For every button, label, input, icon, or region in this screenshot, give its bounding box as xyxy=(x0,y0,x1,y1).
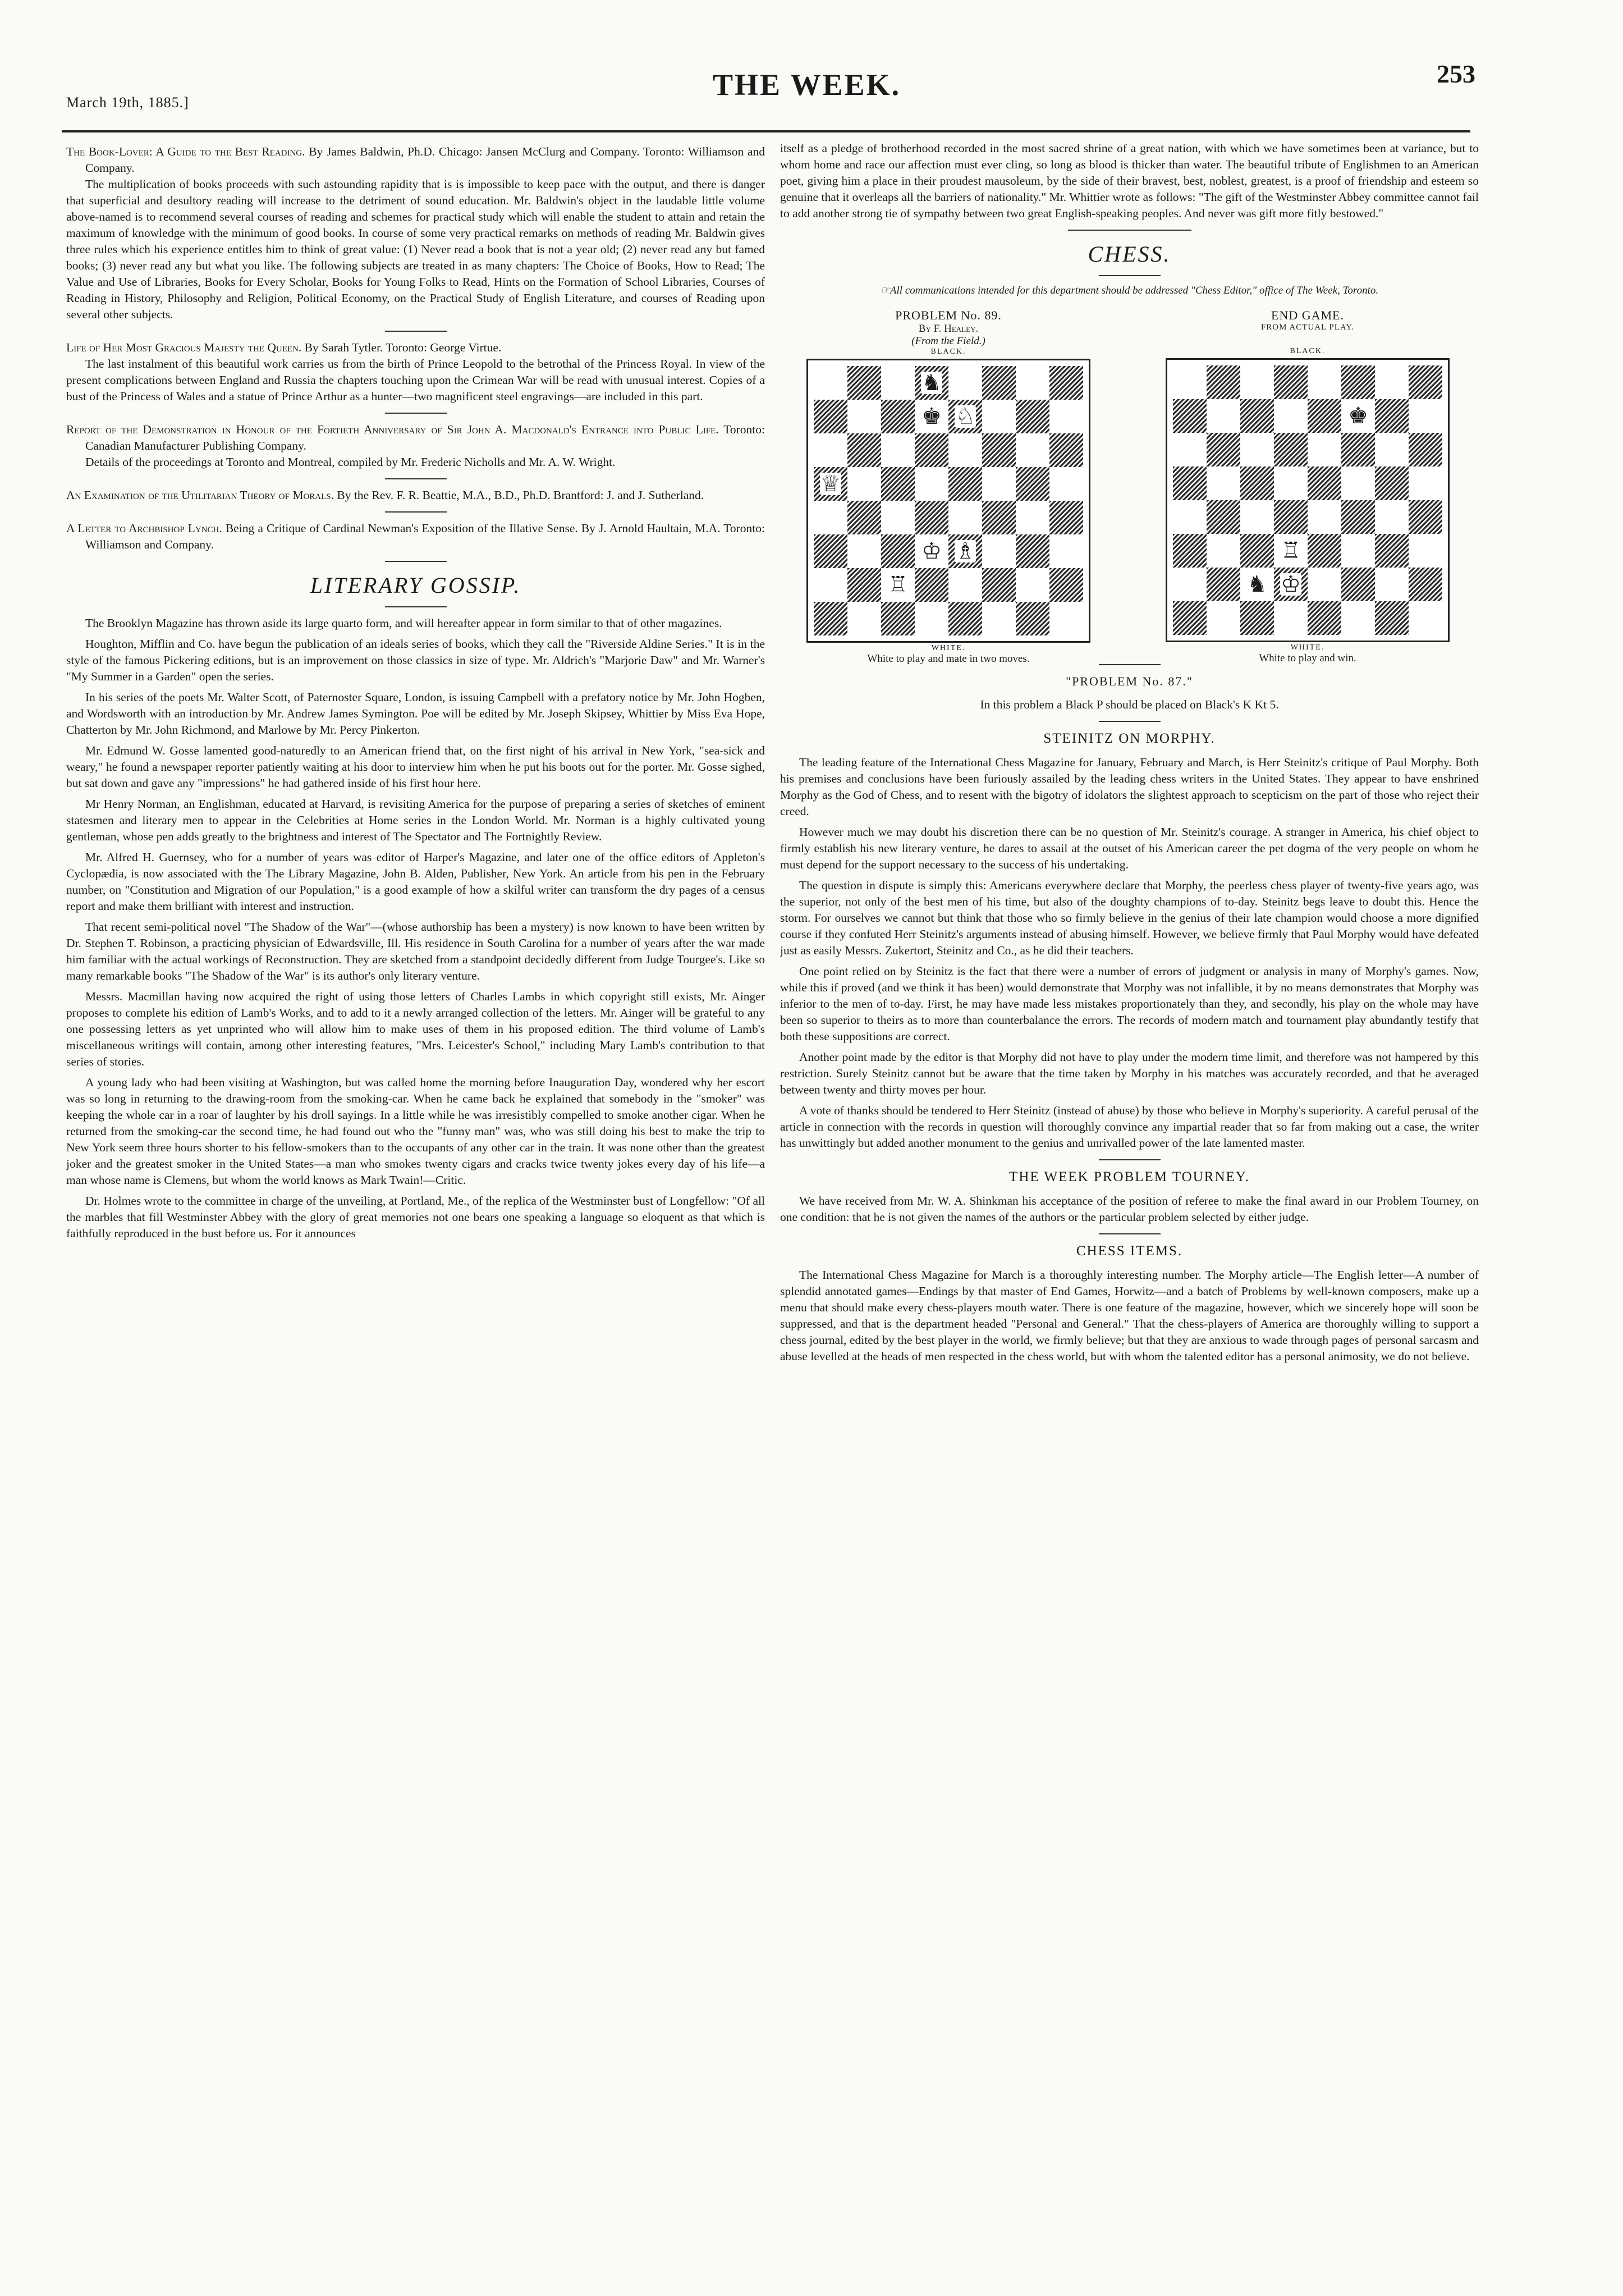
endgame-source: FROM ACTUAL PLAY. xyxy=(1260,323,1355,332)
endgame-title: END GAME. xyxy=(1271,308,1344,322)
board-square xyxy=(881,501,915,534)
gossip-paragraph: Mr. Alfred H. Guernsey, who for a number of years was editor of Harper's Magazine, and later one of the office editors of Appleton's Cyclopædia, is now associated with the The Library Magazine, John B. Alden, Publisher, New York. An article from his pen in the February number, on "Constitution and Migration of our Population," is a good example of how a skilful writer can transform the dry pages of a census report and make them brilliant with interest and instruction. xyxy=(66,850,765,913)
chess-piece: ♕ xyxy=(820,471,841,496)
board-square xyxy=(1207,568,1240,601)
board-square xyxy=(1375,500,1409,534)
board-square xyxy=(915,602,948,635)
board-square xyxy=(1409,500,1442,534)
board-square xyxy=(847,534,881,568)
board-square xyxy=(1341,399,1375,433)
board-square xyxy=(1341,500,1375,534)
board-square xyxy=(1049,534,1083,568)
board-square xyxy=(982,467,1016,501)
endgame-caption: White to play and win. xyxy=(1259,652,1356,664)
section-heading-tourney: THE WEEK PROBLEM TOURNEY. xyxy=(1009,1169,1250,1184)
chess-piece: ♞ xyxy=(921,370,942,395)
book-entry xyxy=(66,340,765,356)
divider xyxy=(385,606,447,607)
book-title: Report of the Demonstration in Honour of the Fortieth Anniversary of Sir John A. Macdonald's Entrance into Public Life. xyxy=(66,423,719,436)
board-square xyxy=(1409,466,1442,500)
problem-title: PROBLEM No. 89. xyxy=(895,308,1002,322)
board-square xyxy=(1016,602,1049,635)
board-square xyxy=(948,433,982,467)
board-square xyxy=(1375,365,1409,399)
steinitz-paragraph: One point relied on by Steinitz is the fact that there were a number of errors of judgment or analysis in many of Morphy's games. Now, while this if proved (and we think it has been) would demonstrate that Morphy was not infallible, it by no means demonstrates that Morphy was inferior to the men of to-day. First, he may have made less mistakes proportionately than they, and secondly, his play on the whole may have been so superior to theirs as to more than counterbalance the errors. The records of modern match and tournament play abundantly testify that both these suppositions are correct. xyxy=(780,964,1479,1043)
board-square xyxy=(1274,601,1308,635)
board-square xyxy=(1207,534,1240,568)
gossip-paragraph: Dr. Holmes wrote to the committee in charge of the unveiling, at Portland, Me., of the replica of the Westminster bust of Longfellow: "Of all the marbles that fill Westminster Abbey with the glory of great memories not one bears one speaking a language so eloquent as that which is faithfully reproduced in the bust before us. For it announces xyxy=(66,1194,765,1240)
book-title: The Book-Lover: A Guide to the Best Reading. xyxy=(66,145,305,158)
board-square xyxy=(1308,601,1341,635)
board-square xyxy=(1240,500,1274,534)
book-entry xyxy=(66,520,765,553)
board-square xyxy=(1207,500,1240,534)
divider xyxy=(385,331,447,332)
board-square xyxy=(982,568,1016,602)
chess-editor-note: ☞All communications intended for this department should be addressed "Chess Editor," office of The Week, Toronto. xyxy=(880,285,1379,296)
steinitz-paragraph: However much we may doubt his discretion there can be no question of Mr. Steinitz's courage. A stranger in America, his chief object to firmly establish his new literary venture, he dares to assail at the outset of his American career the pet dogma of the very people on whom he must depend for the support necessary to the success of his undertaking. xyxy=(780,825,1479,871)
steinitz-paragraph: The leading feature of the International Chess Magazine for January, February and March, is Herr Steinitz's critique of Paul Morphy. Both his premises and conclusions have been furiously assailed by the leading chess writers in the United States. They appear to have enshrined Morphy as the God of Chess, and to resent with the bigotry of idolators the slightest approach to scepticism on the part of those who reject their creed. xyxy=(780,756,1479,818)
board-square xyxy=(1173,534,1207,568)
book-review: Details of the proceedings at Toronto and Montreal, compiled by Mr. Frederic Nicholls and Mr. A. W. Wright. xyxy=(85,455,616,469)
book-details: By the Rev. F. R. Beattie, M.A., B.D., Ph.D. Brantford: J. and J. Sutherland. xyxy=(334,488,704,502)
board-square xyxy=(847,467,881,501)
book-title: An Examination of the Utilitarian Theory of Morals. xyxy=(66,488,334,502)
tourney-paragraph: We have received from Mr. W. A. Shinkman his acceptance of the position of referee to make the final award in our Problem Tourney, on one condition: that he is not given the names of the authors or the particular problem selected by either judge. xyxy=(780,1194,1479,1224)
divider xyxy=(385,478,447,479)
board-square xyxy=(847,602,881,635)
page-number: 253 xyxy=(1437,60,1475,88)
board-square xyxy=(1274,500,1308,534)
board-square xyxy=(1375,568,1409,601)
board-square xyxy=(1173,399,1207,433)
board-square xyxy=(1016,467,1049,501)
board-square xyxy=(1308,466,1341,500)
board-square xyxy=(1274,466,1308,500)
board-grid xyxy=(1173,365,1442,635)
board-square xyxy=(1173,500,1207,534)
book-details: Being a Critique of Cardinal Newman's Exposition of the Illative Sense. By J. Arnold Haultain, M.A. Toronto: Williamson and Company. xyxy=(85,522,765,551)
board-square xyxy=(915,568,948,602)
board-grid xyxy=(814,366,1083,635)
divider xyxy=(1099,1159,1161,1160)
board-square xyxy=(1341,568,1375,601)
board-square xyxy=(1409,433,1442,466)
board-square xyxy=(1049,568,1083,602)
chess-piece: ♖ xyxy=(888,572,908,597)
board-square xyxy=(847,501,881,534)
gossip-paragraph: The Brooklyn Magazine has thrown aside its large quarto form, and will hereafter appear in form similar to that of other magazines. xyxy=(85,616,722,630)
board-square xyxy=(1207,365,1240,399)
section-heading-literary-gossip: LITERARY GOSSIP. xyxy=(310,573,521,598)
board-square xyxy=(1375,466,1409,500)
white-label: WHITE. xyxy=(931,644,966,652)
board-square xyxy=(1240,466,1274,500)
steinitz-paragraph: A vote of thanks should be tendered to Herr Steinitz (instead of abuse) by those who believe in Morphy's superiority. A careful perusal of the article in connection with the records in question will thoroughly convince any impartial reader that so far from making out a case, the writer has unwittingly but added another monument to the genius and unrivalled power of the late lamented master. xyxy=(780,1104,1479,1150)
board-square xyxy=(982,433,1016,467)
chess-piece: ♞ xyxy=(1247,571,1267,597)
board-square xyxy=(1049,366,1083,400)
problem-author: By F. Healey. xyxy=(918,323,979,335)
chess-piece: ♚ xyxy=(921,404,942,429)
section-heading-chess-items: CHESS ITEMS. xyxy=(1076,1243,1183,1259)
chess-piece: ♗ xyxy=(955,538,975,564)
gossip-paragraph: Messrs. Macmillan having now acquired the right of using those letters of Charles Lambs in which copyright still exists, Mr. Ainger proposes to complete his edition of Lamb's Works, and to add to it a newly arranged collection of the letters. Mr. Ainger will be grateful to any one possessing letters as yet unprinted who will allow him to make uses of them in his proposed edition. The third volume of Lamb's miscellaneous writings will contain, among other interesting features, "Mrs. Leicester's School," including Mary Lamb's contribution to that series of stories. xyxy=(66,990,765,1068)
board-square xyxy=(847,568,881,602)
divider xyxy=(1099,721,1161,722)
board-square xyxy=(1308,433,1341,466)
board-square xyxy=(1308,500,1341,534)
board-square xyxy=(1308,399,1341,433)
board-square xyxy=(1016,501,1049,534)
board-square xyxy=(1016,433,1049,467)
board-square xyxy=(1240,601,1274,635)
end-game xyxy=(1139,308,1476,665)
problem-87-heading: "PROBLEM No. 87." xyxy=(1066,674,1193,688)
board-square xyxy=(982,602,1016,635)
board-square xyxy=(915,433,948,467)
board-square xyxy=(1207,601,1240,635)
board-square xyxy=(1016,534,1049,568)
book-entry xyxy=(66,144,765,176)
problem-87-text: In this problem a Black P should be placed on Black's K Kt 5. xyxy=(980,698,1279,711)
problem-source: (From the Field.) xyxy=(911,335,985,347)
board-square xyxy=(1049,467,1083,501)
board-square xyxy=(915,467,948,501)
board-square xyxy=(1375,601,1409,635)
gossip-paragraph: Mr Henry Norman, an Englishman, educated at Harvard, is revisiting America for the purpose of preparing a series of sketches of eminent statesmen and literary men to appear in the Celebrities at Home series in the London World. Mr. Norman is a highly cultivated young gentleman, whose pen adds greatly to the brightness and interest of The Spectator and The Fortnightly Review. xyxy=(66,797,765,843)
board-square xyxy=(1341,534,1375,568)
board-square xyxy=(915,534,948,568)
board-square xyxy=(1274,534,1308,568)
board-square xyxy=(948,467,982,501)
board-square xyxy=(1409,534,1442,568)
divider xyxy=(385,511,447,513)
board-square xyxy=(881,400,915,433)
chess-diagrams xyxy=(780,308,1479,665)
board-square xyxy=(1016,400,1049,433)
board-square xyxy=(1341,601,1375,635)
page-date: March 19th, 1885.] xyxy=(66,94,189,111)
black-label: BLACK. xyxy=(1290,347,1326,355)
chess-piece: ♔ xyxy=(1281,571,1301,597)
board-square xyxy=(1409,365,1442,399)
chess-piece: ♖ xyxy=(1281,538,1301,563)
board-square xyxy=(1240,534,1274,568)
chess-piece: ♚ xyxy=(1348,403,1368,428)
divider xyxy=(1099,1233,1161,1234)
board-square xyxy=(881,534,915,568)
book-review: The multiplication of books proceeds with such astounding rapidity that is is impossible to keep pace with the output, and there is danger that superficial and desultory reading will increase to the detriment of sound education. Mr. Baldwin's object in the laudable little volume above-named is to recommend several courses of reading and schemes for practical study which will enable the student to attain and retain the maximum of knowledge with the minimum of good books. In course of some very practical remarks on methods of reading Mr. Baldwin gives three rules which his experience entitles him to think of great value: (1) Never read a book that is not a year old; (2) never read any but famed books; (3) never read any but what you like. The following subjects are treated in as many chapters: The Choice of Books, How to Read; The Value and Use of Libraries, Books for Every Scholar, Books for Young Folks to Read, Hints on the Formation of School Libraries, Courses of Reading in History, Philosophy and Religion, Political Economy, on the Practical Study of English Literature, and courses of Reading upon several other subjects. xyxy=(66,177,765,321)
book-entry xyxy=(66,487,765,504)
left-column xyxy=(66,140,765,2274)
chess-piece: ♔ xyxy=(921,538,942,564)
book-title: A Letter to Archbishop Lynch. xyxy=(66,522,222,535)
board-square xyxy=(948,501,982,534)
divider xyxy=(385,561,447,562)
board-square xyxy=(1274,568,1308,601)
board-square xyxy=(881,467,915,501)
divider xyxy=(385,413,447,414)
board-square xyxy=(881,568,915,602)
divider xyxy=(1099,275,1161,276)
board-square xyxy=(1173,433,1207,466)
board-square xyxy=(948,400,982,433)
board-square xyxy=(1308,568,1341,601)
board-square xyxy=(948,534,982,568)
board-square xyxy=(1173,601,1207,635)
board-square xyxy=(982,501,1016,534)
board-square xyxy=(1173,568,1207,601)
board-square xyxy=(1274,399,1308,433)
book-details: By James Baldwin, Ph.D. Chicago: Jansen McClurg and Company. Toronto: Williamson and Company. xyxy=(85,145,765,175)
book-title: Life of Her Most Gracious Majesty the Queen. xyxy=(66,341,302,354)
book-entry xyxy=(66,422,765,454)
board-square xyxy=(1173,466,1207,500)
steinitz-paragraph: The question in dispute is simply this: Americans everywhere declare that Morphy, the peerless chess player of twenty-five years ago, was the superior, not only of the best men of his time, but also of the doughty champions of to-day. Steinitz begs leave to doubt this. Hence the storm. For ourselves we cannot but think that those who so firmly believe in the genius of their late champion would choose a more dignified course if they confuted Herr Steinitz's arguments instead of abusing himself. However, we believe firmly that Paul Morphy would have defeated just as easily Messrs. Zukertort, Steinitz and Co., as he did their teachers. xyxy=(780,879,1479,957)
board-square xyxy=(1341,365,1375,399)
board-square xyxy=(948,602,982,635)
board-square xyxy=(1409,601,1442,635)
gossip-paragraph: That recent semi-political novel "The Shadow of the War"—(whose authorship has been a mystery) is now known to have been written by Dr. Stephen T. Robinson, a practicing physician of Edwardsville, Ill. His residence in South Carolina for a number of years after the war made him familiar with the actual workings of Reconstruction. They are sketched from a standpoint decidedly different from Judge Tourgee's. Like so many remarkable books "The Shadow of the War" is its author's only literary venture. xyxy=(66,920,765,982)
board-square xyxy=(1375,399,1409,433)
chess-items-paragraph: The International Chess Magazine for March is a thoroughly interesting number. The Morphy article—The English letter—A number of splendid annotated games—Endings by that master of End Games, Horwitz—and a batch of Problems by well-known composers, make up a menu that should make every chess-players mouth water. There is one feature of the magazine, however, which we sincerely hope will soon be suppressed, and that is the department headed "Personal and General." That the chess-players of America are thoroughly willing to support a chess journal, edited by the best player in the world, we firmly believe; but that they are anxious to wade through pages of personal sarcasm and abuse levelled at the heads of men respected in the chess world, but with whom the talented editor has a personal animosity, we do not believe. xyxy=(780,1268,1479,1363)
board-square xyxy=(982,400,1016,433)
board-square xyxy=(1240,365,1274,399)
book-details: By Sarah Tytler. Toronto: George Virtue. xyxy=(301,341,502,354)
chessboard xyxy=(806,359,1090,643)
board-square xyxy=(1409,568,1442,601)
board-square xyxy=(1375,534,1409,568)
board-square xyxy=(814,366,847,400)
continued-paragraph: itself as a pledge of brotherhood recorded in the most sacred shrine of a great nation, with which we have sometimes been at variance, but to whom home and race our affection must ever cling, so long as blood is thicker than water. The beautiful tribute of Englishmen to an American poet, giving him a place in their proudest mausoleum, by the side of their bravest, best, noblest, greatest, is a proof of friendship and esteem so genuine that it overleaps all the barriers of nationality." Mr. Whittier wrote as follows: "The gift of the Westminster Abbey committee cannot fail to add another strong tie of sympathy between two great English-speaking peoples. And never was gift more fitly bestowed." xyxy=(780,141,1479,220)
board-square xyxy=(1308,534,1341,568)
chess-piece: ♘ xyxy=(955,404,975,429)
masthead-title: THE WEEK. xyxy=(713,68,901,102)
board-square xyxy=(1207,433,1240,466)
chessboard xyxy=(1166,358,1450,642)
board-square xyxy=(1240,568,1274,601)
board-square xyxy=(814,433,847,467)
board-square xyxy=(982,366,1016,400)
board-square xyxy=(1016,568,1049,602)
section-heading-chess: CHESS. xyxy=(1088,241,1171,267)
board-square xyxy=(847,366,881,400)
book-review: The last instalment of this beautiful work carries us from the birth of Prince Leopold to the betrothal of the Princess Royal. In view of the present complications between England and Russia the chapters touching upon the Crimean War will be read with unusual interest. Copies of a bust of the Princess of Wales and a statue of Prince Arthur as a hunter—two magnificent steel engravings—are included in this part. xyxy=(66,357,765,403)
gossip-paragraph: In his series of the poets Mr. Walter Scott, of Paternoster Square, London, is issuing Campbell with a prefatory notice by Mr. John Hogben, and Wordsworth with an introduction by Mr. Andrew James Symington. Poe will be edited by Mr. Joseph Skipsey, Whittier by Miss Eva Hope, Chatterton by Mr. John Richmond, and Marlowe by Mr. Percy Pinkerton. xyxy=(66,690,765,737)
board-square xyxy=(1341,466,1375,500)
board-square xyxy=(1049,400,1083,433)
board-square xyxy=(814,467,847,501)
board-square xyxy=(814,568,847,602)
board-square xyxy=(881,602,915,635)
board-square xyxy=(814,602,847,635)
problem-89 xyxy=(780,308,1117,665)
board-square xyxy=(948,568,982,602)
divider xyxy=(1068,230,1191,231)
right-column xyxy=(780,140,1479,2274)
gossip-paragraph: Houghton, Mifflin and Co. have begun the publication of an ideals series of books, which they call the "Riverside Aldine Series." It is in the style of the famous Pickering editions, but is an improvement on those classics in size of type. Mr. Aldrich's "Marjorie Daw" and Mr. Warner's "My Summer in a Garden" open the series. xyxy=(66,637,765,683)
board-square xyxy=(1274,365,1308,399)
board-square xyxy=(814,534,847,568)
board-square xyxy=(915,400,948,433)
board-square xyxy=(915,366,948,400)
board-square xyxy=(1016,366,1049,400)
board-square xyxy=(1240,399,1274,433)
board-square xyxy=(1207,466,1240,500)
board-square xyxy=(847,400,881,433)
board-square xyxy=(1049,602,1083,635)
header-rule xyxy=(62,130,1470,132)
board-square xyxy=(1049,433,1083,467)
board-square xyxy=(814,400,847,433)
board-square xyxy=(1274,433,1308,466)
board-square xyxy=(814,501,847,534)
board-square xyxy=(1409,399,1442,433)
black-label: BLACK. xyxy=(930,347,966,356)
section-heading-steinitz: STEINITZ ON MORPHY. xyxy=(1043,731,1216,746)
board-square xyxy=(982,534,1016,568)
board-square xyxy=(1207,399,1240,433)
board-square xyxy=(881,433,915,467)
problem-caption: White to play and mate in two moves. xyxy=(867,653,1030,665)
board-square xyxy=(948,366,982,400)
white-label: WHITE. xyxy=(1290,643,1325,652)
board-square xyxy=(881,366,915,400)
board-square xyxy=(1375,433,1409,466)
board-square xyxy=(1341,433,1375,466)
board-square xyxy=(1049,501,1083,534)
gossip-paragraph: A young lady who had been visiting at Washington, but was called home the morning before Inauguration Day, wondered why her escort was so long in returning to the drawing-room from the smoking-car. When he came back he explained that somebody in the "smoker" was keeping the whole car in a roar of laughter by his droll sayings. In a little while he was irresistibly compelled to smoke another cigar. When he returned from the smoking-car the second time, he had found out who the "funny man" was, who was still doing his best to make the trip to New York seem three hours shorter to his fellow-smokers than to the occupants of any other car in the train. It was none other than the greatest joker and the greatest smoker in the United States—a man who smokes twenty cigars and cracks twice twenty jokes every day of his life—a man whose name is Clemens, but whom the world knows as Mark Twain!—Critic. xyxy=(66,1076,765,1187)
steinitz-paragraph: Another point made by the editor is that Morphy did not have to play under the modern time limit, and therefore was not hampered by this restriction. Surely Steinitz cannot but be aware that the time taken by Morphy in his matches was accurately recorded, and that he averaged between twenty and thirty moves per hour. xyxy=(780,1050,1479,1096)
board-square xyxy=(1173,365,1207,399)
book-details: Toronto: Canadian Manufacturer Publishing Company. xyxy=(85,423,765,452)
board-square xyxy=(1240,433,1274,466)
gossip-paragraph: Mr. Edmund W. Gosse lamented good-naturedly to an American friend that, on the first night of his arrival in New York, "sea-sick and weary," he found a newspaper reporter patiently waiting at his door to interview him when he put his boots out for the porter. Mr. Gosse sighed, but sat down and gave any "impressions" he had gathered inside of his first hour here. xyxy=(66,744,765,790)
board-square xyxy=(847,433,881,467)
board-square xyxy=(1308,365,1341,399)
board-square xyxy=(915,501,948,534)
